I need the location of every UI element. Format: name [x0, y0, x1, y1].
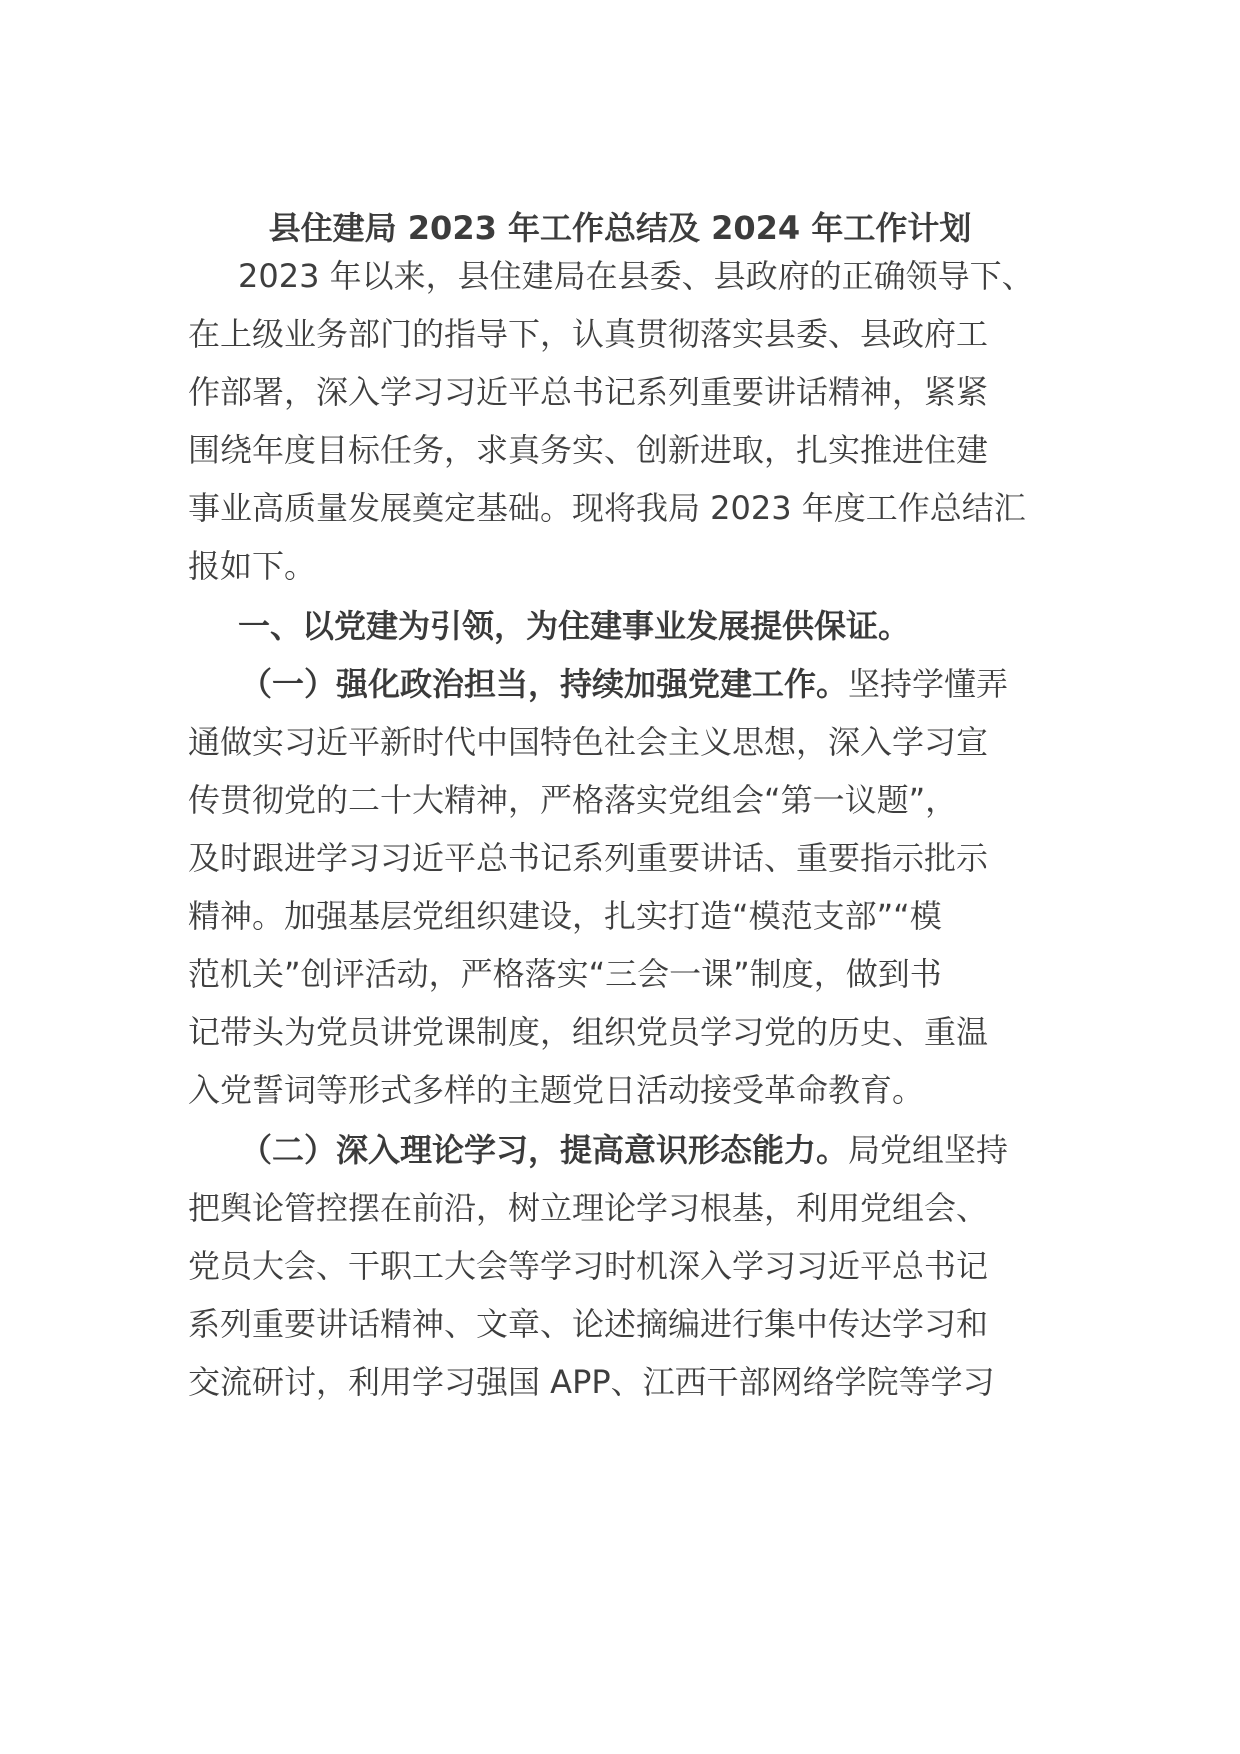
- section-heading: 一、以党建为引领，为住建事业发展提供保证。: [238, 607, 911, 645]
- intro-line: 围绕年度目标任务，求真务实、创新进取，扎实推进住建: [188, 431, 989, 469]
- intro-line: 报如下。: [188, 547, 317, 585]
- subsection-heading: （一）强化政治担当，持续加强党建工作。: [240, 665, 849, 703]
- paragraph-text: 坚持学懂弄: [848, 665, 1009, 703]
- subsection-heading: （二）深入理论学习，提高意识形态能力。: [240, 1131, 849, 1169]
- subsection-first-line: [240, 1128, 1008, 1172]
- paragraph-line: 及时跟进学习习近平总书记系列重要讲话、重要指示批示: [188, 839, 989, 877]
- intro-line: 2023 年以来，县住建局在县委、县政府的正确领导下、: [238, 257, 1034, 295]
- paragraph-line: 传贯彻党的二十大精神，严格落实党组会“第一议题”，: [188, 781, 958, 819]
- intro-line: 作部署，深入学习习近平总书记系列重要讲话精神，紧紧: [188, 373, 989, 411]
- paragraph-line: 系列重要讲话精神、文章、论述摘编进行集中传达学习和: [188, 1305, 989, 1343]
- subsection-first-line: [240, 662, 1008, 706]
- paragraph-line: 范机关”创评活动，严格落实“三会一课”制度，做到书: [188, 955, 942, 993]
- paragraph-line: 党员大会、干职工大会等学习时机深入学习习近平总书记: [188, 1247, 989, 1285]
- paragraph-text: 局党组坚持: [848, 1131, 1009, 1169]
- paragraph-line: 把舆论管控摆在前沿，树立理论学习根基，利用党组会、: [188, 1189, 989, 1227]
- paragraph-line: 交流研讨，利用学习强国 APP、江西干部网络学院等学习: [188, 1363, 995, 1401]
- paragraph-line: 入党誓词等形式多样的主题党日活动接受革命教育。: [188, 1071, 925, 1109]
- paragraph-line: 精神。加强基层党组织建设，扎实打造“模范支部”“模: [188, 897, 942, 935]
- intro-line: 事业高质量发展奠定基础。现将我局 2023 年度工作总结汇: [188, 489, 1026, 527]
- document-title: 县住建局 2023 年工作总结及 2024 年工作计划: [268, 209, 972, 247]
- intro-line: 在上级业务部门的指导下，认真贯彻落实县委、县政府工: [188, 315, 989, 353]
- paragraph-line: 通做实习近平新时代中国特色社会主义思想，深入学习宣: [188, 723, 989, 761]
- paragraph-line: 记带头为党员讲党课制度，组织党员学习党的历史、重温: [188, 1013, 989, 1051]
